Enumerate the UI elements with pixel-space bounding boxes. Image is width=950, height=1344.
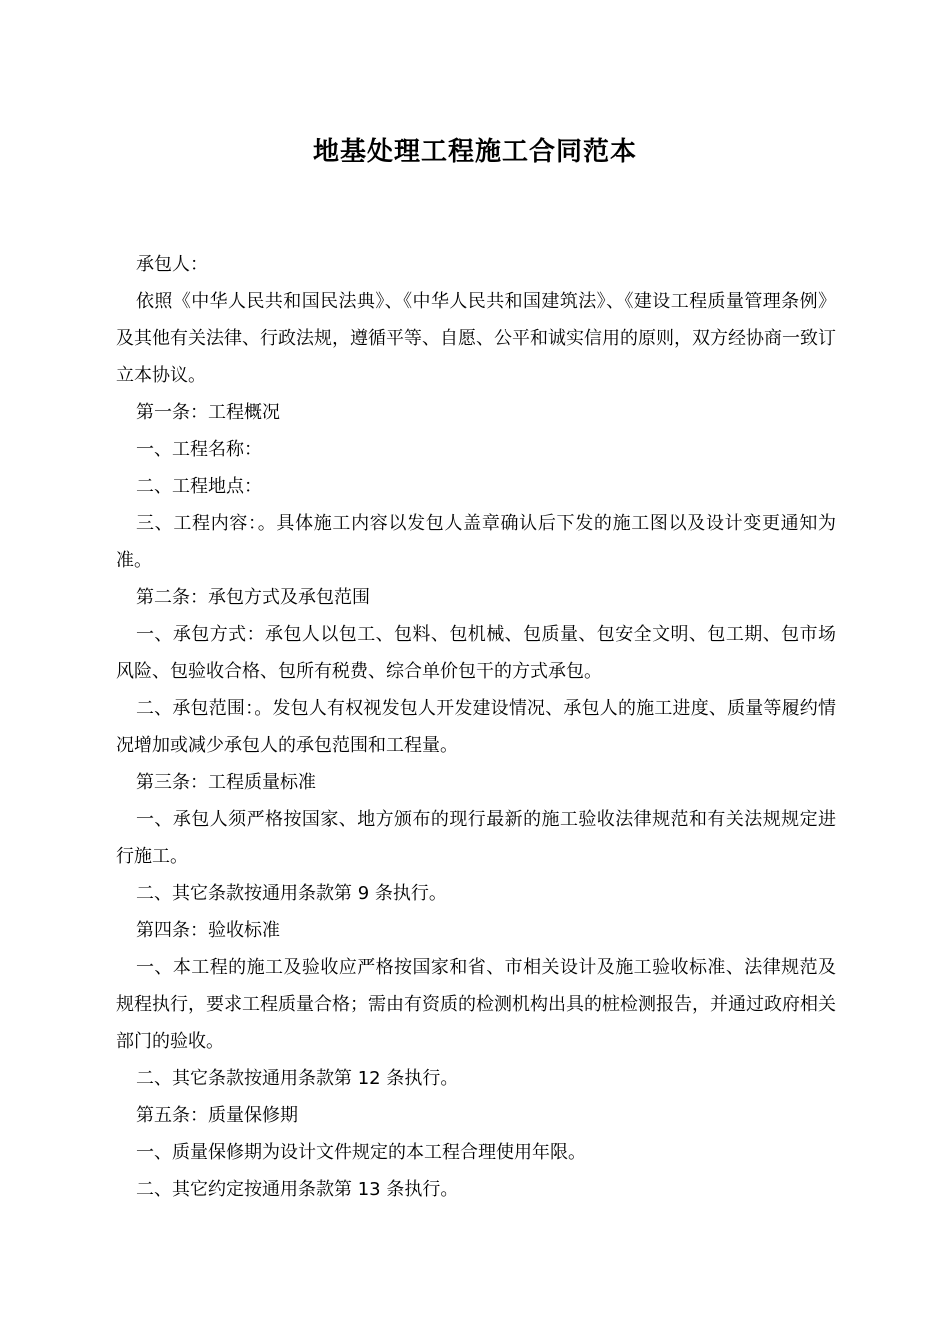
article-5-item-1: 一、质量保修期为设计文件规定的本工程合理使用年限。 — [136, 1142, 586, 1163]
article-1-item-1: 一、工程名称： — [136, 439, 262, 460]
article-4-item-2: 二、其它条款按通用条款第 12 条执行。 — [136, 1068, 459, 1089]
paragraph-preamble: 依照《中华人民共和国民法典》、《中华人民共和国建筑法》、《建设工程质量管理条例》及其他有关法律、行政法规，遵循平等、自愿、公平和诚实信用的原则，双方经协商一致订立本协议。 — [116, 291, 836, 386]
article-3-item-2: 二、其它条款按通用条款第 9 条执行。 — [136, 883, 447, 904]
article-4-heading: 第四条：验收标准 — [136, 920, 280, 941]
article-2-item-1: 一、承包方式：承包人以包工、包料、包机械、包质量、包安全文明、包工期、包市场风险、包验收合格、包所有税费、综合单价包干的方式承包。 — [116, 624, 836, 682]
document-title: 地基处理工程施工合同范本 — [312, 137, 637, 167]
article-1-item-3: 三、工程内容：。具体施工内容以发包人盖章确认后下发的施工图以及设计变更通知为准。 — [116, 513, 836, 571]
paragraph-contractor: 承包人： — [136, 254, 208, 275]
article-5-heading: 第五条：质量保修期 — [136, 1105, 298, 1126]
article-4-item-1: 一、本工程的施工及验收应严格按国家和省、市相关设计及施工验收标准、法律规范及规程执行，要求工程质量合格；需由有资质的检测机构出具的桩检测报告，并通过政府相关部门的验收。 — [116, 957, 836, 1052]
article-2-item-2: 二、承包范围：。发包人有权视发包人开发建设情况、承包人的施工进度、质量等履约情况增加或减少承包人的承包范围和工程量。 — [116, 698, 836, 756]
article-3-item-1: 一、承包人须严格按国家、地方颁布的现行最新的施工验收法律规范和有关法规规定进行施工。 — [116, 809, 836, 867]
article-2-heading: 第二条：承包方式及承包范围 — [136, 587, 370, 608]
article-1-item-2: 二、工程地点： — [136, 476, 262, 497]
article-1-heading: 第一条：工程概况 — [136, 402, 280, 423]
article-3-heading: 第三条：工程质量标准 — [136, 772, 316, 793]
article-5-item-2: 二、其它约定按通用条款第 13 条执行。 — [136, 1179, 459, 1200]
document-body — [116, 246, 836, 1208]
